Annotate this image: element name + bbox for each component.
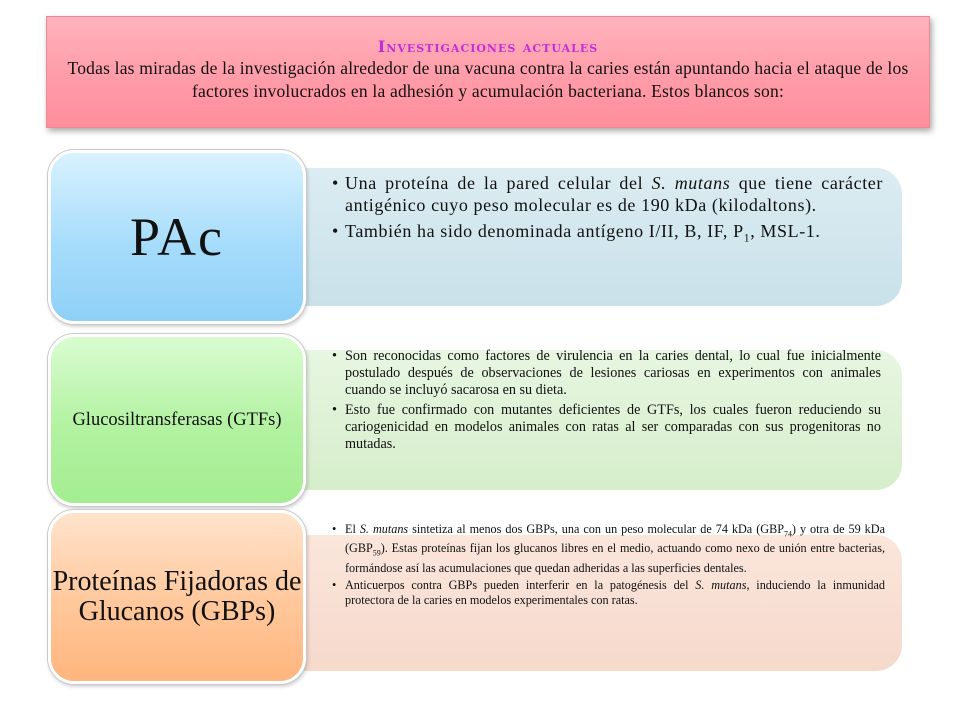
item-pac-bullets (332, 172, 883, 254)
item-pac-label: PAc (129, 207, 225, 267)
bullet-marker: • (332, 577, 337, 592)
bullet-item: • Esto fue confirmado con mutantes deficientes de GTFs, los cuales fueron reduciendo su cariogenicidad en modelos animales con ratas al ser comparadas con sus progenitoras no mutadas. (332, 402, 881, 452)
header-body: Todas las miradas de la investigación alrededor de una vacuna contra la caries están apuntando hacia el ataque de los factores involucrados en la adhesión y acumulación bacteriana. Estos blancos son: (67, 58, 909, 101)
item-pac-panel (260, 168, 902, 306)
species-name: S. mutans (359, 522, 409, 536)
bullet-item: • Una proteína de la pared celular del S. mutans que tiene carácter antigénico cuyo peso molecular es de 190 kDa (kilodaltons). (332, 173, 883, 215)
item-gtfs-bullets (332, 348, 881, 456)
item-gtfs-label: Glucosiltransferasas (GTFs) (72, 410, 282, 430)
bullet-marker: • (332, 221, 339, 241)
item-gbps-panel (260, 522, 902, 671)
bullet-marker: • (332, 522, 337, 536)
item-gtfs-panel (260, 350, 902, 490)
bullet-item: • También ha sido denominada antígeno I/II, B, IF, $P_1$, MSL-1. (332, 221, 821, 245)
subscript: 74 (783, 529, 792, 539)
header-banner (46, 16, 930, 128)
bullet-marker: • (332, 173, 339, 193)
species-name: S. mutans (695, 577, 747, 592)
item-pac-label-box (48, 150, 306, 324)
bullet-item: • Anticuerpos contra GBPs pueden interferir en la patogénesis del S. mutans, induciendo la inmunidad protectora de la caries en modelos experimentales con ratas. (332, 577, 885, 607)
bullet-marker: • (332, 402, 337, 418)
header-title: Investigaciones actuales (377, 37, 599, 56)
item-gtfs-label-box (48, 334, 306, 506)
species-name: S. mutans (651, 173, 731, 193)
bullet-marker: • (332, 348, 337, 364)
item-gbps-label: Proteínas Fijadoras de Glucanos (GBPs) (52, 566, 302, 627)
item-gbps-label-box (48, 510, 306, 684)
subscript: 59 (372, 548, 381, 558)
bullet-item: • El S. mutans sintetiza al menos dos GBPs, una con un peso molecular de 74 kDa $(GBP_{74})$ y otra de 59 kDa $(GBP_{59})$. Estas proteínas fijan los glucanos libres en el medio, actuando como nexo de unión entre bacterias, formándose así las acumulaciones que quedan adheridas a las superficies dentales. (332, 522, 885, 575)
item-gbps-bullets (332, 522, 885, 610)
bullet-item: • Son reconocidas como factores de virulencia en la caries dental, lo cual fue inicialmente postulado después de observaciones de lesiones cariosas en experimentos con animales cuando se incluyó sacarosa en su dieta. (332, 348, 881, 398)
subscript: 1 (743, 231, 751, 245)
